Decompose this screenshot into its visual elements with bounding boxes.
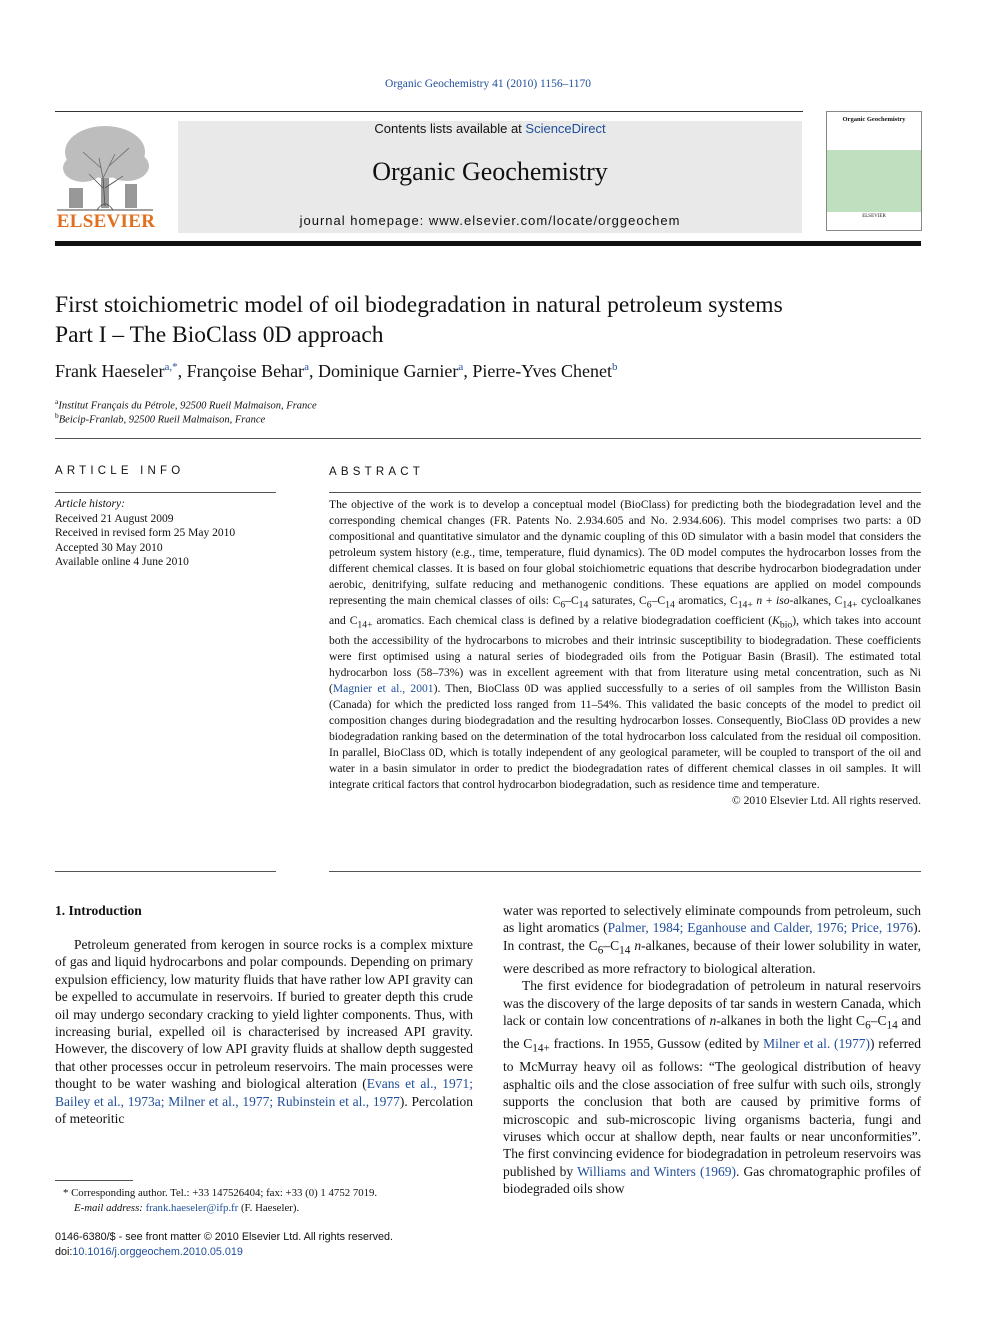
history-label: Article history: — [55, 498, 125, 510]
homepage-url[interactable]: www.elsevier.com/locate/orggeochem — [428, 213, 681, 228]
author-name[interactable]: Frank Haeseler — [55, 361, 165, 381]
cover-title: Organic Geochemistry — [833, 116, 915, 148]
journal-homepage — [178, 213, 802, 228]
author-affiliation-mark[interactable]: a — [304, 361, 309, 373]
citation-link[interactable]: Palmer, 1984; Eganhouse and Calder, 1976; Price, 1976 — [607, 920, 914, 936]
journal-cover-thumbnail[interactable] — [826, 111, 922, 231]
author-affiliation-mark[interactable]: a — [458, 361, 464, 373]
abstract-end-rule — [329, 871, 921, 872]
corresponding-author-footnote — [55, 1186, 475, 1215]
affiliation-a — [55, 397, 317, 412]
homepage-prefix: journal homepage: — [299, 213, 429, 228]
cover-publisher: ELSEVIER — [862, 214, 886, 219]
article-info-end-rule — [55, 871, 276, 872]
affiliation-b — [55, 411, 265, 426]
body-column-left — [55, 936, 473, 1127]
contents-prefix: Contents lists available at — [374, 121, 526, 136]
affiliation-rule — [55, 438, 921, 439]
history-accepted: Accepted 30 May 2010 — [55, 541, 163, 554]
footer-issn: 0146-6380/$ - see front matter © 2010 Elsevier Ltd. All rights reserved. — [55, 1231, 394, 1243]
affiliation-text: Beicip-Franlab, 92500 Rueil Malmaison, France — [58, 414, 266, 426]
history-revised: Received in revised form 25 May 2010 — [55, 527, 236, 540]
page-footer — [55, 1230, 475, 1259]
introduction-heading: 1. Introduction — [55, 903, 142, 918]
author-list: Frank Haeseler$^{a,*}$, Françoise Behar$^a$, Dominique Garnier$^a$, Pierre-Yves Chenet$^b$ — [55, 361, 618, 381]
abstract-body — [329, 497, 921, 809]
article-title — [55, 290, 935, 350]
masthead-bottom-rule — [55, 241, 921, 246]
citation-link[interactable]: Milner et al. (1977) — [763, 1036, 870, 1052]
article-history — [55, 497, 235, 570]
abstract-rule — [329, 492, 921, 493]
citation-link[interactable]: Magnier et al., 2001 — [332, 682, 434, 696]
abstract-copyright: © 2010 Elsevier Ltd. All rights reserved. — [731, 793, 921, 807]
footer-doi: doi:10.1016/j.orggeochem.2010.05.019 — [55, 1245, 243, 1258]
elsevier-wordmark: ELSEVIER — [56, 211, 156, 232]
citation-link[interactable]: Williams and Winters (1969) — [577, 1163, 736, 1179]
intro-paragraph-1: Petroleum generated from kerogen in source rocks is a complex mixture of gas and liquid hydrocarbons and polar compounds. Depending on primary expulsion efficiency, low maturity fluids that have rather low API gravity can be expelled to accumulate in reservoirs. If buried to greater depth this crude oil may undergo secondary cracking to yield lighter components. Thus, with increasing burial, expelled oil is characterised by increased API gravity. However, the discovery of low API gravity fluids at shallow depth suggested that other processes occur in petroleum reservoirs. The main processes were thought to be water washing and biological alteration (Evans et al., 1971; Bailey et al., 1973a; Milner et al., 1977; Rubinstein et al., 1977). Percolation of meteoritic — [55, 937, 474, 1127]
intro-paragraph-1-continued: water was reported to selectively eliminate compounds from petroleum, such as light aromatics (Palmer, 1984; Eganhouse and Calder, 1976; Price, 1976). In contrast, the $C_6-C_{14}$ n-alkanes, because of their lower solubility in water, were described as more refractory to biological alteration. — [503, 903, 921, 976]
article-title-line-2: Part I – The BioClass 0D approach — [55, 322, 384, 348]
article-title-line-1: First stoichiometric model of oil biodegradation in natural petroleum systems — [55, 292, 783, 318]
citation-link[interactable]: Evans et al., 1971; Bailey et al., 1973a; Milner et al., 1977; Rubinstein et al., 1977 — [55, 1076, 473, 1109]
footnote-rule — [55, 1180, 133, 1181]
cover-green-band — [827, 150, 921, 212]
sciencedirect-link[interactable]: ScienceDirect — [525, 121, 606, 136]
journal-name: Organic Geochemistry — [372, 157, 608, 186]
footnote-email: E-mail address: frank.haeseler@ifp.fr (F. Haeseler). — [74, 1201, 300, 1214]
history-online: Available online 4 June 2010 — [55, 556, 189, 569]
article-info-rule — [55, 492, 276, 493]
body-column-right — [503, 902, 921, 1198]
doi-link[interactable]: 10.1016/j.orggeochem.2010.05.019 — [72, 1245, 243, 1258]
affiliation-mark: b — [55, 411, 59, 420]
author-name[interactable]: Françoise Behar — [186, 361, 305, 381]
journal-reference[interactable]: Organic Geochemistry 41 (2010) 1156–1170 — [385, 78, 591, 90]
masthead-top-rule — [55, 111, 803, 112]
abstract-heading: ABSTRACT — [329, 466, 424, 478]
intro-paragraph-2: The first evidence for biodegradation of petroleum in natural reservoirs was the discovery of the large deposits of tar sands in western Canada, which lack or contain low concentrations of n-alkanes in both the light $C_6-C_{14}$ and the $C_{14+}$ fractions. In 1955, Gussow (edited by Milner et al. (1977)) referred to McMurray heavy oil as follows: “The geological distribution of heavy asphaltic oils and the close association of free sulfur with such oils, strongly supports the conclusion that both are caused by primitive forms of microscopic and sub-microscopic living organisms bacteria, fungi and viruses which occur at shallow depth, near faults or near unconformities”. The first convincing evidence for biodegradation in petroleum reservoirs was published by Williams and Winters (1969). Gas chromatographic profiles of biodegraded oils show — [503, 978, 922, 1197]
contents-line — [178, 121, 802, 136]
affiliation-text: Institut Français du Pétrole, 92500 Rueil Malmaison, France — [58, 400, 317, 412]
abstract-text: The objective of the work is to develop a conceptual model (BioClass) for predicting both the biodegradation level and the corresponding chemical changes (FR. Patents No. 2.934.605 and No. 2.934.606). This model comprises two parts: a 0D compositional and quantitative simulator and the dynamic coupling of this 0D simulator with a basin model that considers the petroleum system history (e.g., time, temperature, fluid dynamics). The 0D model computes the hydrocarbon losses from the different chemical classes. It is based on four global stoichiometric equations that describe hydrocarbon biodegradation under aerobic, denitrifying, sulfate reducing and methanogenic conditions. These equations are applied on model compounds representing the main chemical classes of oils: $C_6-C_{14}$ saturates, $C_6-C_{14}$ aromatics, $C_{14+}$ n + iso-alkanes, $C_{14+}$ cycloalkanes and $C_{14+}$ aromatics. Each chemical class is defined by a relative biodegradation coefficient $(K_{bio})$, which takes into account both the accessibility of the hydrocarbons to microbes and their intrinsic susceptibility to biodegradation. These coefficients were first optimised using a natural series of biodegraded oils from the Potiguar Basin (Brasil). The estimated total hydrocarbon loss (58–73%) was in excellent agreement with that from literature using metal concentration, such as Ni (Magnier et al., 2001). Then, BioClass 0D was applied successfully to a series of oil samples from the Williston Basin (Canada) for which the predicted loss ranged from 11–54%. This validated the basic concepts of the model to predict oil composition changes during biodegradation and the resulting hydrocarbon losses. Consequently, BioClass 0D provides a new biodegradation ranking based on the determination of the total hydrocarbon loss calculated from the residual oil composition. In parallel, BioClass 0D, which is totally independent of any geological parameter, will be coupled to transport of the oil and water in a basin simulator in order to predict the biodegradation rates of different chemical classes in oil samples. It will integrate critical factors that control hydrocarbon biodegradation, such as residence time and temperature. — [329, 498, 921, 791]
email-link[interactable]: frank.haeseler@ifp.fr — [145, 1201, 239, 1214]
author-name[interactable]: Pierre-Yves Chenet — [472, 361, 612, 381]
author-affiliation-mark[interactable]: a,* — [164, 361, 178, 373]
history-received: Received 21 August 2009 — [55, 512, 174, 525]
author-affiliation-mark[interactable]: b — [611, 361, 618, 373]
author-name[interactable]: Dominique Garnier — [317, 361, 459, 381]
affiliation-mark: a — [55, 397, 59, 406]
article-info-heading: ARTICLE INFO — [55, 465, 185, 477]
footnote-correspondence: * Corresponding author. Tel.: +33 147526404; fax: +33 (0) 1 4752 7019. — [63, 1187, 378, 1199]
